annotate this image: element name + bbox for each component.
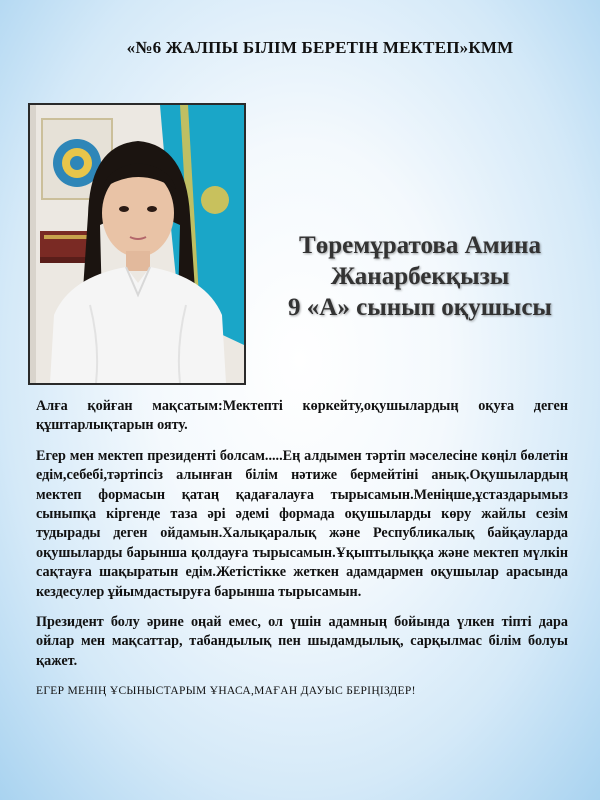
student-name-block	[255, 230, 585, 323]
student-portrait-icon	[30, 105, 244, 383]
closing-appeal: ЕГЕР МЕНІҢ ҰСЫНЫСТАРЫМ ҰНАСА,МАҒАН ДАУЫС БЕРІҢІЗДЕР!	[36, 685, 416, 698]
student-full-name: Төремұратова Амина	[299, 232, 541, 259]
plan-paragraph: Егер мен мектеп президенті болсам.....Ең алдымен тәртіп мәселесіне көңіл бөлетін едім,себебі,тәртіпсіз алынған білім нәтиже бермейтіні анық.Оқушылардың мектеп формасын қатаң қадағалауға тырысамын.Меніңше,ұстаздарымыз сыныпқа кіргенде таза әрі әдемі формада оқушыларды көру жайлы сезім тудырады деген ойдамын.Халықаралық және Республикалық байқауларда оқушыларды барынша қолдауға тырысамын.Ұқыптылыққа және мектеп мүлкін сақтауға шақыратын едім.Жетістікке жеткен адамдармен оқушылар арасында кездесулер ұйымдастыруға барынша тырысамын.	[36, 447, 568, 600]
manifesto-text	[36, 397, 568, 713]
goal-paragraph: Алға қойған мақсатым:Мектепті көркейту,оқушылардың оқуға деген құштарлықтарын ояту.	[36, 398, 568, 434]
qualities-paragraph: Президент болу әрине оңай емес, ол үшін адамның бойында үлкен тіпті дара ойлар мен мақсаттар, табандылық пен шыдамдылық, сарқылмас білім болуы қажет.	[36, 614, 568, 669]
school-title: «№6 ЖАЛПЫ БІЛІМ БЕРЕТІН МЕКТЕП»КММ	[126, 38, 514, 57]
student-patronymic: Жанарбекқызы	[330, 263, 510, 290]
student-class: 9 «А» сынып оқушысы	[288, 294, 552, 321]
student-photo	[28, 103, 246, 385]
